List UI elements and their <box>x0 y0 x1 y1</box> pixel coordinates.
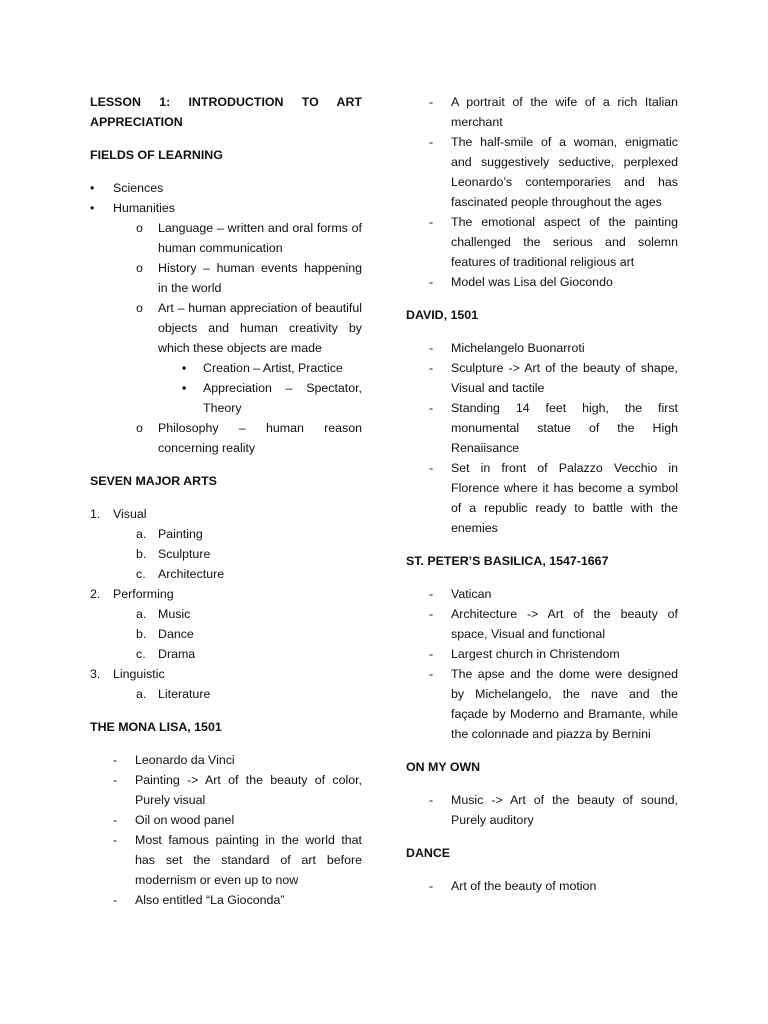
dash-mark: - <box>429 607 434 621</box>
subsub-item-creation <box>90 358 362 378</box>
seven-item-label: Visual <box>113 507 147 521</box>
mona-item-text: Also entitled “La Gioconda” <box>135 893 285 907</box>
on-my-own-heading: ON MY OWN <box>406 760 481 774</box>
dash-mark: - <box>429 95 434 109</box>
bullet-item-humanities <box>90 198 362 218</box>
mona-item-text: Oil on wood panel <box>135 813 235 827</box>
david-item-text: Set in front of Palazzo Vecchio in Florence where it has become a symbol of a republic ready to battle with the enemies <box>451 461 678 535</box>
mona-cont-text: The half-smile of a woman, enigmatic and suggestively seductive, perplexed Leonardo’s contemporaries and has fascinated people throughout the ages <box>451 135 678 209</box>
sub-item-text: History – human events happening in the world <box>158 261 362 295</box>
st-peters-heading: ST. PETER’S BASILICA, 1547-1667 <box>406 554 609 568</box>
seven-sub-label: Dance <box>158 627 194 641</box>
mona-item <box>90 830 362 890</box>
peter-item-text: Architecture -> Art of the beauty of space, Visual and functional <box>451 607 678 641</box>
dance-item <box>406 876 678 896</box>
circle-mark: o <box>136 421 143 435</box>
seven-sub-label: Music <box>158 607 191 621</box>
sub-item-history <box>90 258 362 298</box>
mona-cont-item <box>406 92 678 132</box>
dash-mark: - <box>429 341 434 355</box>
mona-item-text: Most famous painting in the world that has set the standard of art before modernism or even up to now <box>135 833 362 887</box>
lesson-title-line2: APPRECIATION <box>90 115 183 129</box>
mona-cont-item <box>406 212 678 272</box>
mona-cont-text: A portrait of the wife of a rich Italian merchant <box>451 95 678 129</box>
letter-mark: a. <box>136 687 147 701</box>
own-item <box>406 790 678 830</box>
circle-mark: o <box>136 221 143 235</box>
david-heading: DAVID, 1501 <box>406 308 479 322</box>
seven-sub-item <box>90 644 362 664</box>
dash-mark: - <box>113 773 118 787</box>
seven-item-2 <box>90 584 362 604</box>
dash-mark: - <box>113 833 118 847</box>
dash-mark: - <box>429 667 434 681</box>
dash-mark: - <box>429 879 434 893</box>
lesson-title <box>90 92 362 112</box>
bullet-text: Humanities <box>113 201 175 215</box>
dash-mark: - <box>429 275 434 289</box>
sub-item-language <box>90 218 362 258</box>
seven-sub-item <box>90 604 362 624</box>
subsub-item-text: Appreciation – Spectator, Theory <box>203 381 362 415</box>
letter-mark: a. <box>136 607 147 621</box>
letter-mark: b. <box>136 627 147 641</box>
seven-sub-label: Painting <box>158 527 203 541</box>
dash-mark: - <box>429 647 434 661</box>
lesson-title-line1: LESSON 1: INTRODUCTION TO ART <box>90 95 362 109</box>
david-item-text: Michelangelo Buonarroti <box>451 341 585 355</box>
right-column <box>406 92 678 896</box>
fields-heading: FIELDS OF LEARNING <box>90 148 223 162</box>
david-item-text: Sculpture -> Art of the beauty of shape, Visual and tactile <box>451 361 678 395</box>
david-item <box>406 358 678 398</box>
dash-mark: - <box>429 135 434 149</box>
dash-mark: - <box>113 893 118 907</box>
seven-sub-item <box>90 544 362 564</box>
david-item-text: Standing 14 feet high, the first monumental statue of the High Renaiisance <box>451 401 678 455</box>
dance-heading: DANCE <box>406 846 451 860</box>
bullet-mark: • <box>90 201 95 215</box>
peter-item-text: Vatican <box>451 587 492 601</box>
number-mark: 2. <box>90 587 101 601</box>
david-item <box>406 398 678 458</box>
david-item <box>406 458 678 538</box>
bullet-text: Sciences <box>113 181 164 195</box>
own-item-text: Music -> Art of the beauty of sound, Purely auditory <box>451 793 678 827</box>
seven-arts-heading: SEVEN MAJOR ARTS <box>90 474 217 488</box>
mona-item-text: Painting -> Art of the beauty of color, Purely visual <box>135 773 362 807</box>
left-column <box>90 92 362 910</box>
dash-mark: - <box>429 401 434 415</box>
dash-mark: - <box>429 215 434 229</box>
dash-mark: - <box>429 587 434 601</box>
sub-item-text: Philosophy – human reason concerning reality <box>158 421 362 455</box>
peter-item-text: Largest church in Christendom <box>451 647 620 661</box>
mona-item-text: Leonardo da Vinci <box>135 753 235 767</box>
mona-item <box>90 810 362 830</box>
seven-sub-item <box>90 564 362 584</box>
seven-sub-item <box>90 524 362 544</box>
letter-mark: b. <box>136 547 147 561</box>
letter-mark: c. <box>136 647 146 661</box>
mona-item <box>90 890 362 910</box>
dash-mark: - <box>429 361 434 375</box>
sub-item-text: Language – written and oral forms of human communication <box>158 221 362 255</box>
sub-item-art <box>90 298 362 358</box>
seven-item-1 <box>90 504 362 524</box>
seven-sub-label: Literature <box>158 687 211 701</box>
mona-lisa-heading: THE MONA LISA, 1501 <box>90 720 222 734</box>
number-mark: 3. <box>90 667 101 681</box>
sub-item-text: Art – human appreciation of beautiful objects and human creativity by which these objects are made <box>158 301 362 355</box>
dash-mark: - <box>113 753 118 767</box>
peter-item <box>406 584 678 604</box>
square-mark: ▪ <box>182 361 187 375</box>
subsub-item-appreciation <box>90 378 362 418</box>
square-mark: ▪ <box>182 381 187 395</box>
subsub-item-text: Creation – Artist, Practice <box>203 361 343 375</box>
sub-item-philosophy <box>90 418 362 458</box>
bullet-item-sciences <box>90 178 362 198</box>
seven-item-3 <box>90 664 362 684</box>
circle-mark: o <box>136 261 143 275</box>
dance-item-text: Art of the beauty of motion <box>451 879 597 893</box>
seven-sub-item <box>90 684 362 704</box>
letter-mark: c. <box>136 567 146 581</box>
peter-item <box>406 644 678 664</box>
david-item <box>406 338 678 358</box>
seven-item-label: Performing <box>113 587 174 601</box>
circle-mark: o <box>136 301 143 315</box>
mona-cont-text: Model was Lisa del Giocondo <box>451 275 613 289</box>
seven-sub-label: Architecture <box>158 567 225 581</box>
dash-mark: - <box>429 461 434 475</box>
seven-item-label: Linguistic <box>113 667 165 681</box>
letter-mark: a. <box>136 527 147 541</box>
peter-item <box>406 604 678 644</box>
dash-mark: - <box>113 813 118 827</box>
peter-item <box>406 664 678 744</box>
number-mark: 1. <box>90 507 101 521</box>
mona-item <box>90 750 362 770</box>
mona-item <box>90 770 362 810</box>
mona-cont-item <box>406 132 678 212</box>
seven-sub-label: Sculpture <box>158 547 211 561</box>
seven-sub-item <box>90 624 362 644</box>
peter-item-text: The apse and the dome were designed by Michelangelo, the nave and the façade by Moderno and Bramante, while the colonnade and piazza by Bernini <box>451 667 678 741</box>
mona-cont-item <box>406 272 678 292</box>
dash-mark: - <box>429 793 434 807</box>
bullet-mark: • <box>90 181 95 195</box>
mona-cont-text: The emotional aspect of the painting challenged the serious and solemn features of traditional religious art <box>451 215 678 269</box>
seven-sub-label: Drama <box>158 647 196 661</box>
